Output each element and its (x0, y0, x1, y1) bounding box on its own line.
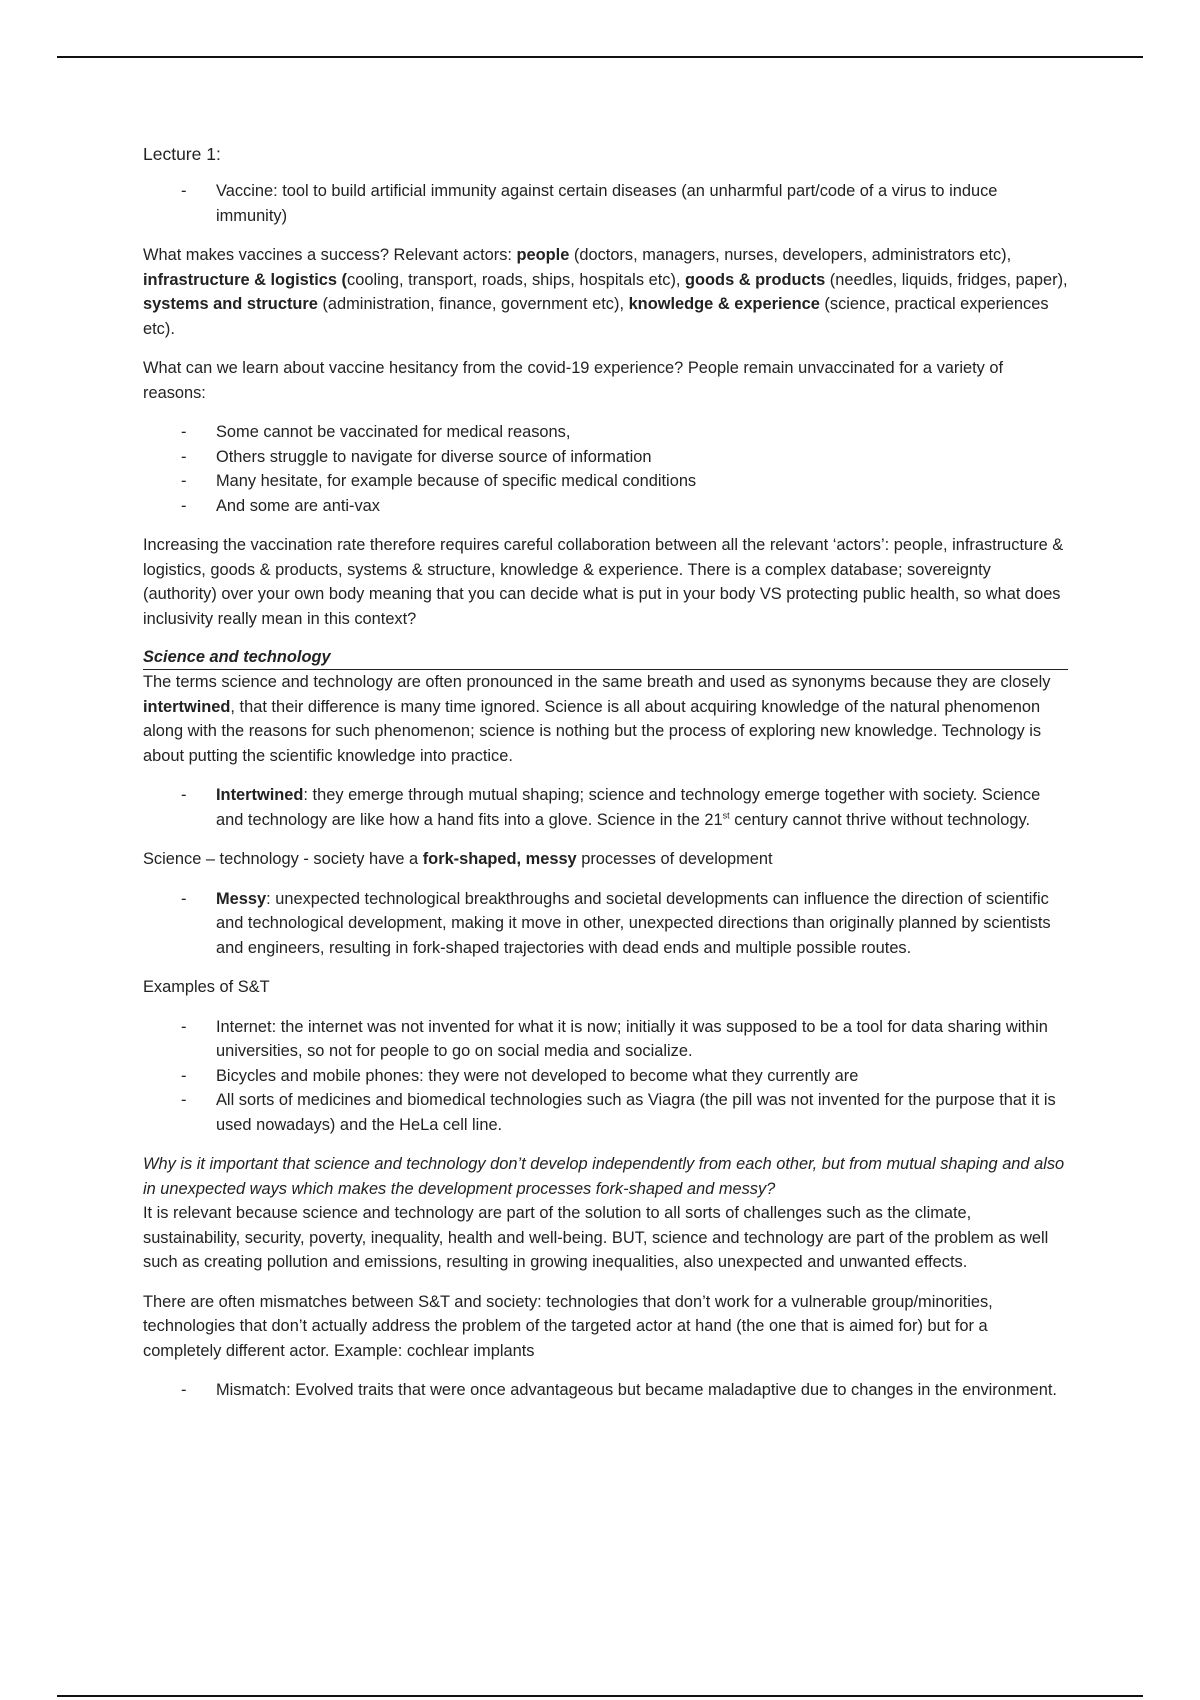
section-heading-science-technology: Science and technology (143, 646, 1068, 670)
list-item: - All sorts of medicines and biomedical technologies such as Viagra (the pill was not invented for the purpose that it is used nowadays) and the HeLa cell line. (143, 1088, 1068, 1137)
paragraph-vaccine-success: What makes vaccines a success? Relevant actors: people (doctors, managers, nurses, developers, administrators etc), infrastructure & logistics (cooling, transport, roads, ships, hospitals etc), goods & products (needles, liquids, fridges, paper), systems and structure (administration, finance, government etc), knowledge & experience (science, practical experiences etc). (143, 246, 1068, 338)
list-item: - And some are anti-vax (143, 494, 1068, 519)
paragraph-mismatches: There are often mismatches between S&T and society: technologies that don’t work for a vulnerable group/minorities, technologies that don’t actually address the problem of the targeted actor at hand (the one that is aimed for) but for a completely different actor. Example: cochlear implants (143, 1292, 993, 1360)
list-item: - Mismatch: Evolved traits that were once advantageous but became maladaptive due to changes in the environment. (143, 1378, 1068, 1403)
bullet-list-intertwined (143, 783, 1068, 832)
list-item: - Internet: the internet was not invented for what it is now; initially it was supposed to be a tool for data sharing within universities, so not for people to go on social media and socialize. (143, 1015, 1068, 1064)
bullet-list-examples (143, 1015, 1068, 1138)
list-item: - Many hesitate, for example because of specific medical conditions (143, 469, 1068, 494)
list-item: - Some cannot be vaccinated for medical reasons, (143, 420, 1068, 445)
bullet-list-mismatch (143, 1378, 1068, 1403)
paragraph-science-technology: The terms science and technology are often pronounced in the same breath and used as synonyms because they are closely intertwined, that their difference is many time ignored. Science is all about acquiring knowledge of the natural phenomenon along with the reasons for such phenomenon; science is nothing but the process of exploring new knowledge. Technology is about putting the scientific knowledge into practice. (143, 673, 1051, 765)
footer-rule (57, 1695, 1143, 1697)
bullet-list-vaccine (143, 179, 1068, 228)
page-title: Lecture 1: (143, 144, 221, 164)
list-item: - Vaccine: tool to build artificial immunity against certain diseases (an unharmful part/code of a virus to induce immunity) (143, 179, 1068, 228)
paragraph-vaccination-rate: Increasing the vaccination rate therefore requires careful collaboration between all the relevant ‘actors’: people, infrastructure & logistics, goods & products, systems & structure, knowledge & experience. There is a complex database; sovereignty (authority) over your own body meaning that you can decide what is put in your body VS protecting public health, so what does inclusivity really mean in this context? (143, 536, 1064, 628)
paragraph-why-important: Why is it important that science and technology don’t develop independently from each other, but from mutual shaping and also in unexpected ways which makes the development processes fork-shaped and messy? It is relevant because science and technology are part of the solution to all sorts of challenges such as the climate, sustainability, security, poverty, inequality, health and well-being. BUT, science and technology are part of the problem as well such as creating pollution and emissions, resulting in growing inequalities, also unexpected and unwanted effects. (143, 1155, 1065, 1271)
bullet-list-reasons (143, 420, 1068, 518)
list-item: - Bicycles and mobile phones: they were not developed to become what they currently are (143, 1064, 1068, 1089)
list-item: - Intertwined: they emerge through mutual shaping; science and technology emerge together with society. Science and technology are like how a hand fits into a glove. Science in the 21st century cannot thrive without technology. (143, 783, 1068, 832)
bullet-list-messy (143, 887, 1068, 961)
list-item: - Others struggle to navigate for diverse source of information (143, 445, 1068, 470)
list-item: - Messy: unexpected technological breakthroughs and societal developments can influence the direction of scientific and technological development, making it move in other, unexpected directions than originally planned by scientists and engineers, resulting in fork-shaped trajectories with dead ends and multiple possible routes. (143, 887, 1068, 961)
header-rule (57, 56, 1143, 58)
paragraph-fork-shaped: Science – technology - society have a fork-shaped, messy processes of development (143, 850, 773, 868)
document-body (143, 142, 1068, 1418)
paragraph-vaccine-hesitancy: What can we learn about vaccine hesitancy from the covid-19 experience? People remain unvaccinated for a variety of reasons: (143, 359, 1004, 402)
paragraph-examples-heading: Examples of S&T (143, 978, 270, 996)
